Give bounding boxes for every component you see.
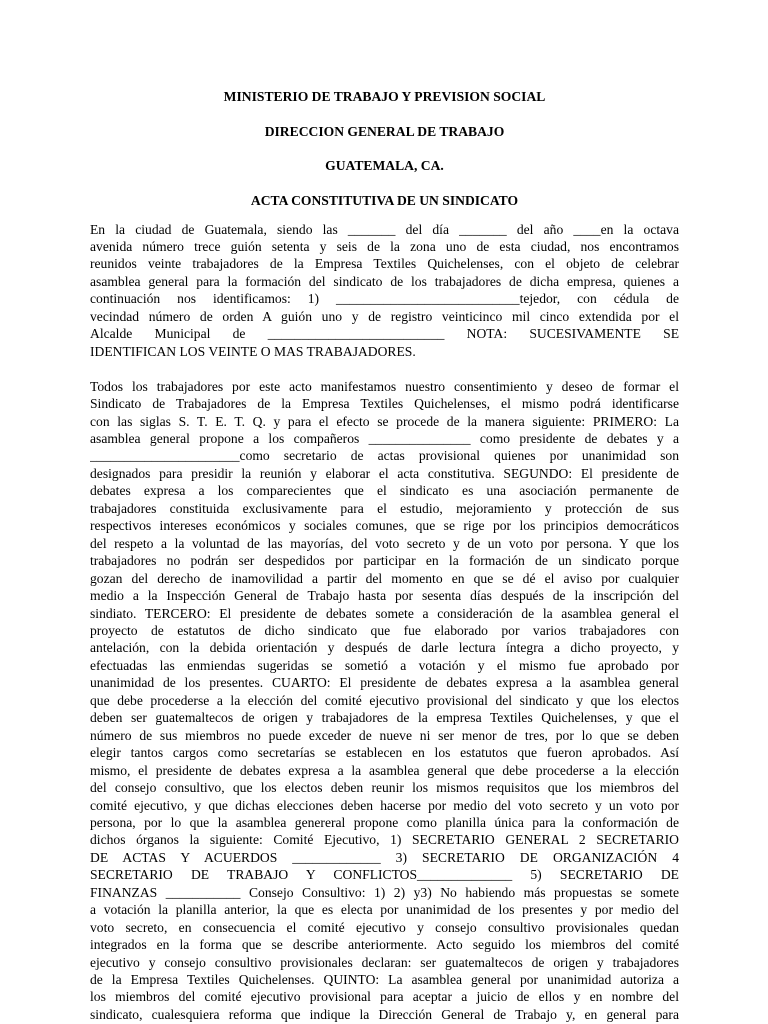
body-paragraph — [90, 378, 679, 1024]
paragraph-line: respectivos intereses económicos y sociales comunes, que se rige por los principios democráticos — [90, 518, 679, 534]
paragraph-line: número de sus miembros no puede exceder de nueve ni ser menor de tres, por lo que se deben — [90, 727, 679, 743]
paragraph-line: DE ACTAS Y ACUERDOS _____________ 3) SECRETARIO DE ORGANIZACIÓN 4 — [90, 849, 679, 865]
paragraph-line: deben ser guatemaltecos de origen y trabajadores de la empresa Textiles Quichelenses, y que el — [90, 710, 679, 726]
paragraph-line: sindiato. TERCERO: El presidente de debates somete a consideración de la asamblea general el — [90, 605, 679, 621]
paragraph-line: asamblea general propone a los compañeros _______________ como presidente de debates y a — [90, 430, 679, 446]
paragraph-line: integrados en la forma que se describe anteriormente. Acto seguido los miembros del comité — [90, 937, 679, 953]
paragraph-line: voto secreto, en consecuencia el comité ejecutivo y consejo consultivo provisionales quedan — [90, 919, 679, 935]
paragraph-line: reunidos veinte trabajadores de la Empresa Textiles Quichelenses, con el objeto de celebrar — [90, 256, 679, 272]
ministry-heading: MINISTERIO DE TRABAJO Y PREVISION SOCIAL — [223, 89, 546, 104]
paragraph-line: vecindad número de orden A guión uno y de registro veinticinco mil cinco extendida por el — [90, 308, 679, 324]
paragraph-line: de la Empresa Textiles Quichelenses. QUINTO: La asamblea general por unanimidad autoriza a — [90, 972, 679, 988]
paragraph-line: Alcalde Municipal de __________________________ NOTA: SUCESIVAMENTE SE — [90, 326, 679, 342]
paragraph-line: debates expresa a los comparecientes que el sindicato es una asociación permanente de — [90, 483, 679, 499]
paragraph-line: comité ejecutivo, y que dichas elecciones deben hacerse por medio del voto secreto y un voto por — [90, 797, 679, 813]
paragraph-line: ejecutivo y consejo consultivo provisionales declaran: ser guatemaltecos de origen y trabajadores — [90, 954, 679, 970]
paragraph-line: asamblea general para la formación del sindicato de los trabajadores de dicha empresa, quienes a — [90, 273, 679, 289]
paragraph-line: SECRETARIO DE TRABAJO Y CONFLICTOS______________ 5) SECRETARIO DE — [90, 867, 679, 883]
paragraph-line: elegir tantos cargos como secretarías se establecen en los estatutos que fueron aprobados. Así — [90, 745, 679, 761]
document-title: ACTA CONSTITUTIVA DE UN SINDICATO — [250, 192, 519, 208]
paragraph-line: a votación la planilla anterior, la que es electa por unanimidad de los presentes y por medio del — [90, 902, 679, 918]
paragraph-line: ______________________como secretario de actas provisional quienes por unanimidad son — [90, 448, 679, 464]
paragraph-line: dichos órganos la siguiente: Comité Ejecutivo, 1) SECRETARIO GENERAL 2 SECRETARIO — [90, 832, 679, 848]
paragraph-line: FINANZAS ___________ Consejo Consultivo: 1) 2) y3) No habiendo más propuestas se somete — [90, 884, 679, 900]
paragraph-line: avenida número trece guión setenta y seis de la zona uno de esta ciudad, nos encontramos — [90, 238, 679, 254]
opening-paragraph — [90, 221, 679, 361]
paragraph-line: mismo, el presidente de debates expresa a la asamblea general que debe procederse a la elección — [90, 762, 679, 778]
paragraph-line: Sindicato de Trabajadores de la Empresa Textiles Quichelenses, el mismo podrá identificarse — [90, 396, 679, 412]
paragraph-line: los miembros del comité ejecutivo provisional para aceptar a juicio de ellos y en nombre del — [90, 989, 679, 1005]
paragraph-line: sindicato, cualesquiera reforma que indique la Dirección General de Trabajo y, en general para — [90, 1006, 679, 1022]
location-heading: GUATEMALA, CA. — [325, 158, 444, 173]
paragraph-line: unanimidad de los presentes. CUARTO: El presidente de debates expresa a la asamblea general — [90, 675, 679, 691]
paragraph-line: continuación nos identificamos: 1) ___________________________tejedor, con cédula de — [90, 291, 679, 307]
paragraph-line: del consejo consultivo, que los electos deben reunir los mismos requisitos que los miembros del — [90, 780, 679, 796]
paragraph-line: designados para presidir la reunión y elaborar el acta constitutiva. SEGUNDO: El presidente de — [90, 465, 679, 481]
paragraph-line: con las siglas S. T. E. T. Q. y para el efecto se procede de la manera siguiente: PRIMERO: La — [90, 413, 679, 429]
paragraph-line: trabajadores no podrán ser despedidos por participar en la formación de un sindicato porque — [90, 553, 679, 569]
paragraph-line: IDENTIFICAN LOS VEINTE O MAS TRABAJADORES. — [90, 343, 416, 359]
paragraph-line: En la ciudad de Guatemala, siendo las _______ del día _______ del año ____en la octava — [90, 221, 679, 237]
paragraph-line: trabajadores constituida exclusivamente para el estudio, mejoramiento y protección de sus — [90, 500, 679, 516]
paragraph-line: proyecto de estatutos de dicho sindicato que fue elaborado por varios trabajadores con — [90, 622, 679, 638]
paragraph-line: medio a la Inspección General de Trabajo hasta por sesenta días después de la inscripción del — [90, 588, 679, 604]
paragraph-line: efectuadas las enmiendas sugeridas se sometió a votación y el mismo fue aprobado por — [90, 657, 679, 673]
paragraph-line: persona, por lo que la asamblea genereral propone como planilla única para la conformación de — [90, 814, 679, 830]
paragraph-line: que debe procederse a la elección del comité ejecutivo provisional del sindicato y que los electos — [90, 692, 679, 708]
paragraph-line: antelación, con la debida orientación y después de darle lectura íntegra a dicho proyecto, y — [90, 640, 679, 656]
paragraph-line: Todos los trabajadores por este acto manifestamos nuestro consentimiento y deseo de formar el — [90, 378, 679, 394]
directorate-heading: DIRECCION GENERAL DE TRABAJO — [264, 123, 505, 139]
document-page — [90, 88, 679, 1023]
paragraph-line: del respeto a la voluntad de las mayorías, del voto secreto y de un voto por persona. Y que los — [90, 535, 679, 551]
paragraph-line: gozan del derecho de inamovilidad a partir del momento en que se dé el aviso por cualquier — [90, 570, 679, 586]
